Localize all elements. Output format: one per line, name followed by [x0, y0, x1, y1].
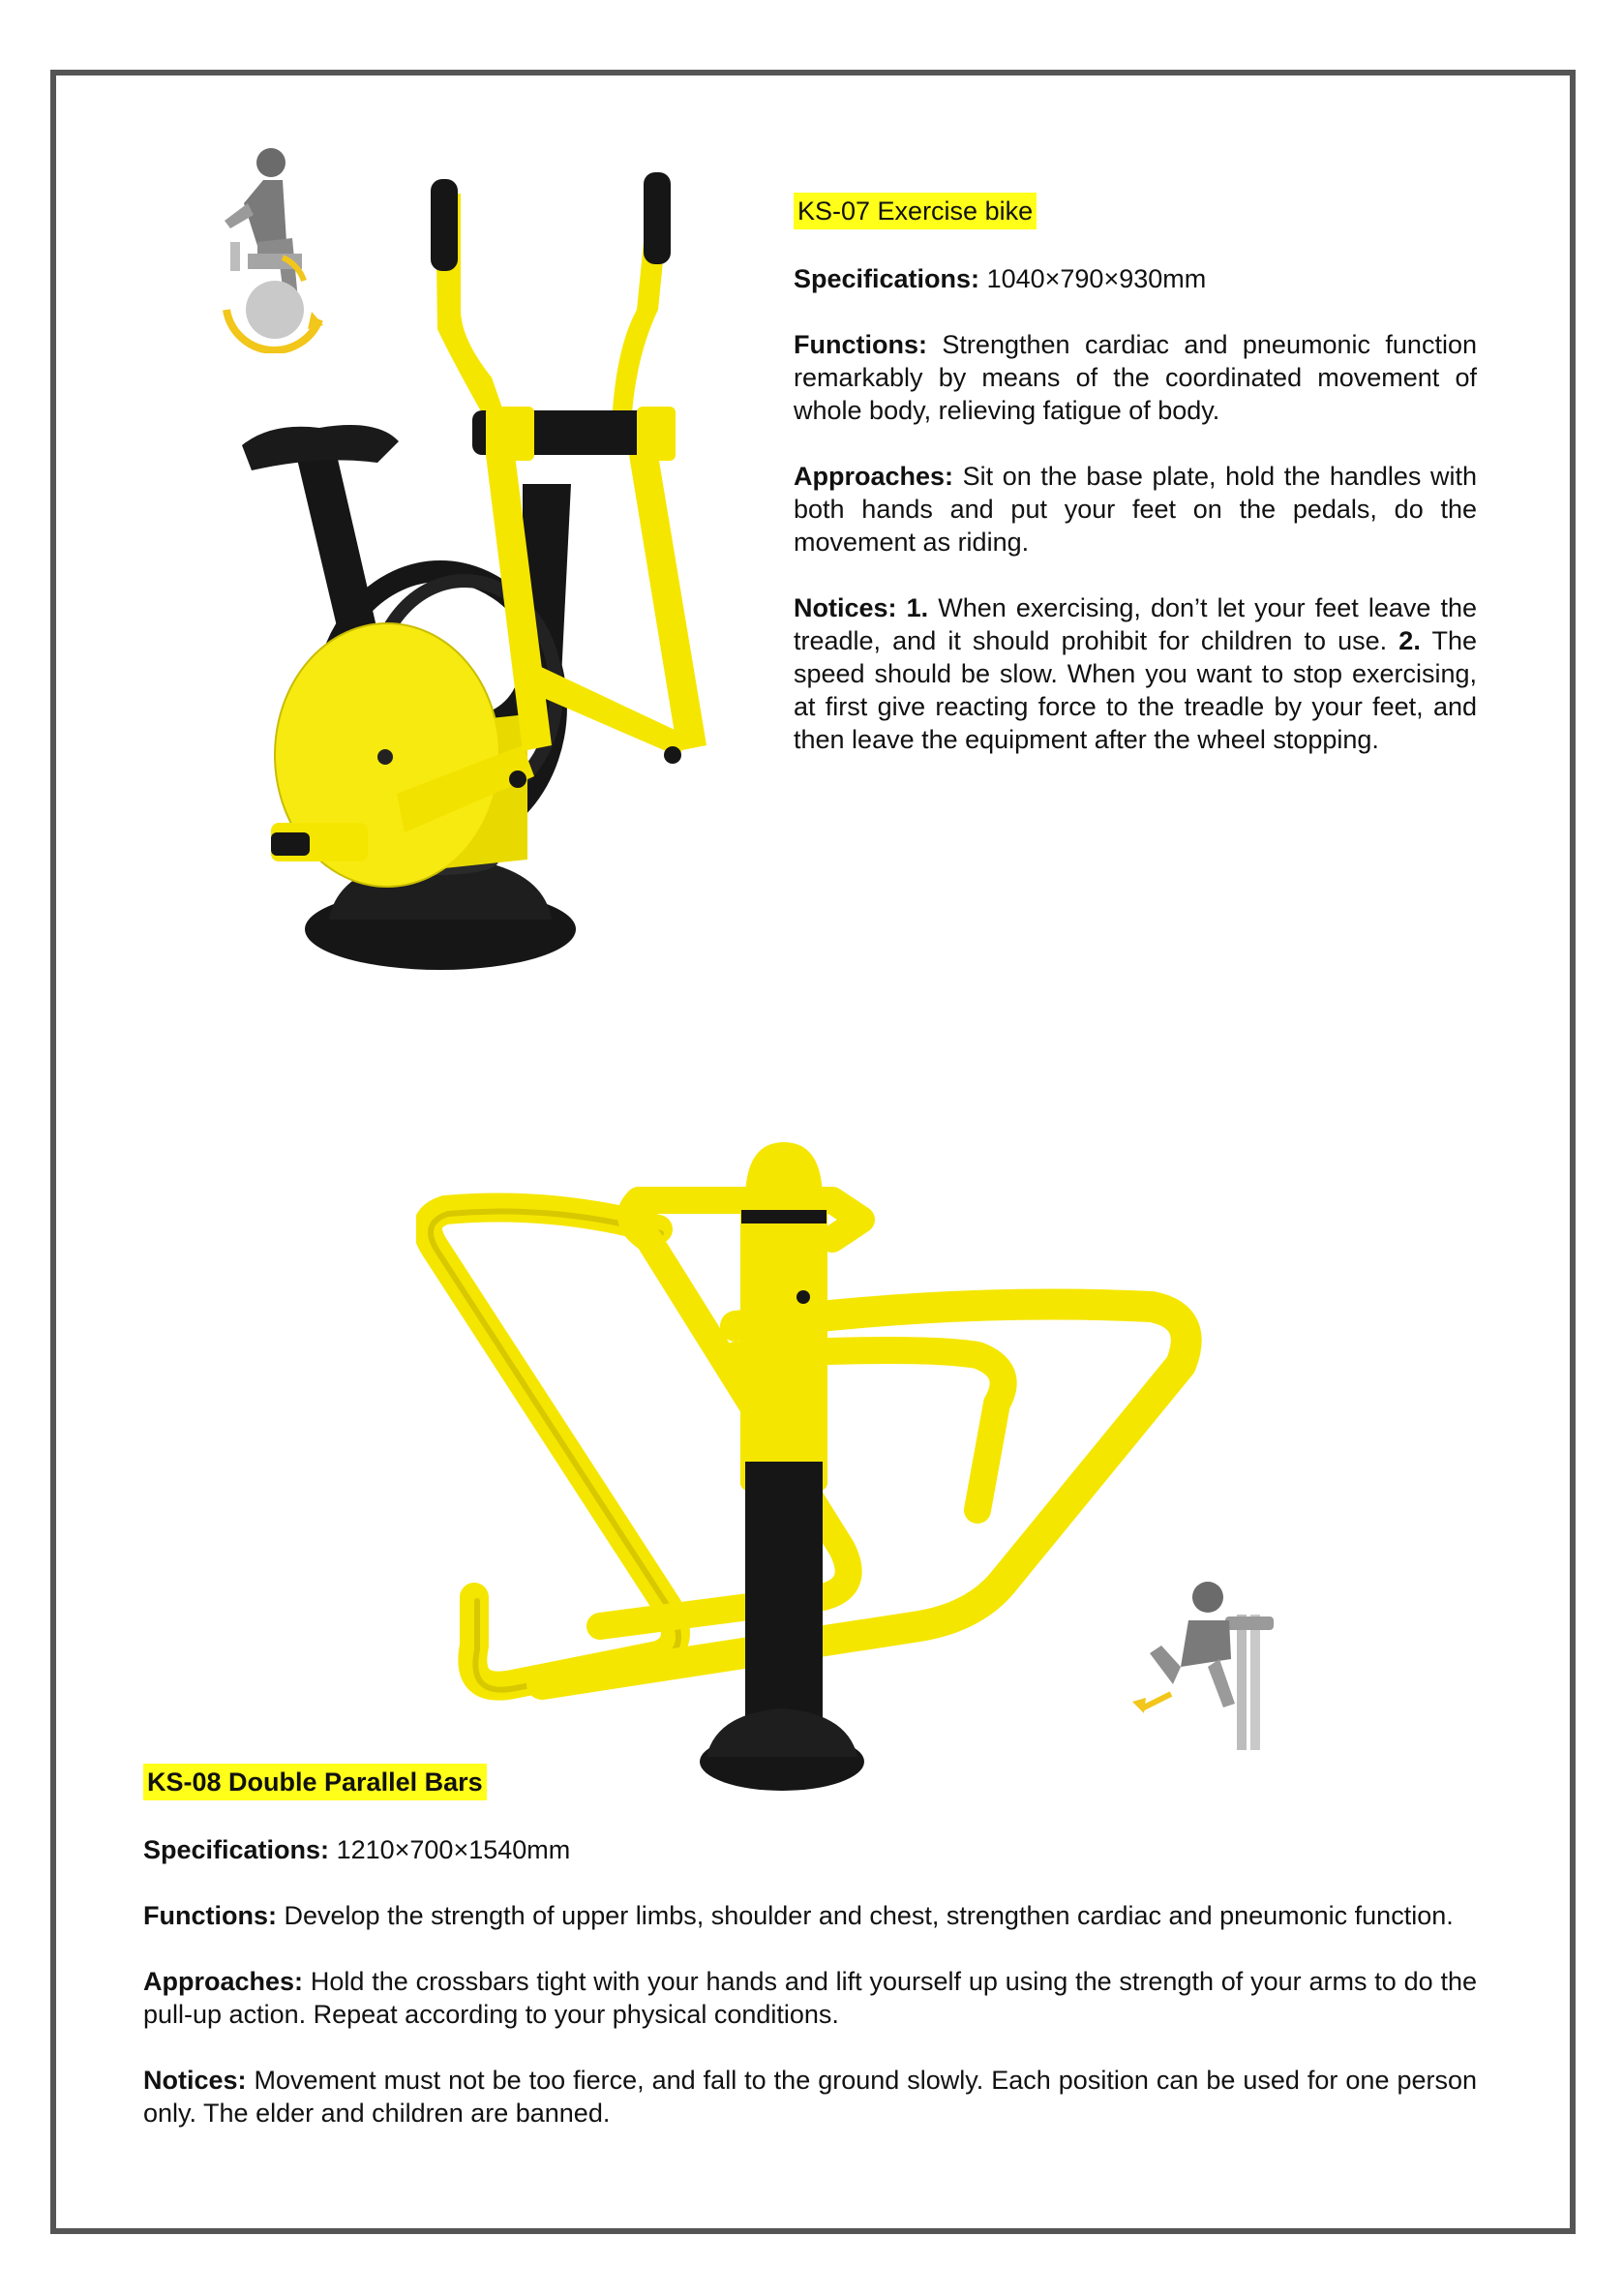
product-ks08-description: [143, 1764, 1477, 2130]
approaches-text: Sit on the base plate, hold the handles with both hands and put your feet on the pedals, do the movement as riding.: [794, 462, 1477, 557]
person-pullup-icon: [1123, 1578, 1316, 1752]
spec-value: 1040×790×930mm: [986, 264, 1207, 293]
exercise-bike-image: [232, 165, 736, 987]
product-title: KS-07 Exercise bike: [794, 193, 1037, 229]
spec-value: 1210×700×1540mm: [336, 1835, 571, 1864]
notice-number: 2.: [1398, 626, 1421, 655]
product-ks07-description: [794, 193, 1477, 756]
approaches-text: Hold the crossbars tight with your hands and lift yourself up using the strength of your arms to do the pull-up action. Repeat according to your physical conditions.: [143, 1967, 1477, 2029]
product-title: KS-08 Double Parallel Bars: [143, 1764, 487, 1800]
notices-label: Notices:: [143, 2066, 247, 2095]
double-parallel-bars-image: [416, 1142, 1219, 1800]
notice-number: 1.: [906, 593, 929, 622]
functions-text: Strengthen cardiac and pneumonic function remarkably by means of the coordinated movement of whole body, relieving fatigue of body.: [794, 330, 1477, 425]
notices-text: Movement must not be too fierce, and fall to the ground slowly. Each position can be used for one person only. The elder and children are banned.: [143, 2066, 1477, 2128]
functions-label: Functions:: [794, 330, 927, 359]
notice-text: The speed should be slow. When you want to stop exercising, at first give reacting force to the treadle by your feet, and then leave the equipment after the wheel stopping.: [794, 626, 1477, 754]
notices-label: Notices:: [794, 593, 897, 622]
functions-text: Develop the strength of upper limbs, shoulder and chest, strengthen cardiac and pneumonic function.: [284, 1901, 1454, 1930]
spec-label: Specifications:: [794, 264, 980, 293]
functions-label: Functions:: [143, 1901, 277, 1930]
spec-label: Specifications:: [143, 1835, 330, 1864]
approaches-label: Approaches:: [143, 1967, 304, 1996]
approaches-label: Approaches:: [794, 462, 954, 491]
notice-text: When exercising, don’t let your feet leave the treadle, and it should prohibit for children to use.: [794, 593, 1477, 655]
